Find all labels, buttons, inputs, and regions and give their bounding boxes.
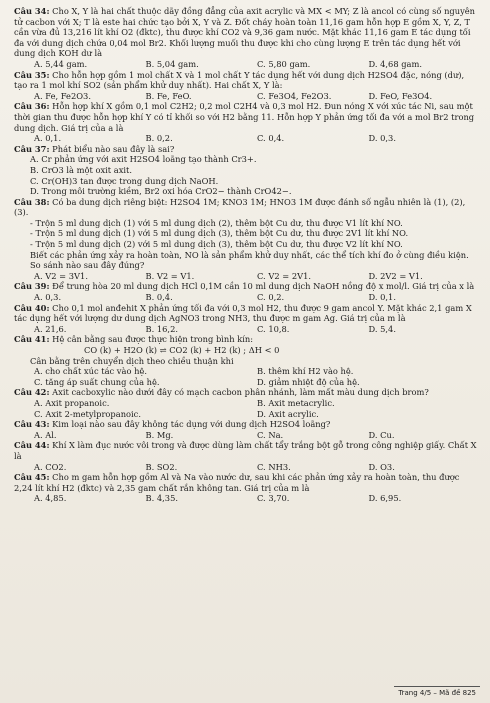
answer-option: A. CO2.	[34, 461, 67, 472]
question-text	[14, 440, 480, 461]
answer-option: B. Fe, FeO.	[145, 90, 192, 101]
question-block	[14, 70, 480, 102]
question-block	[14, 387, 480, 419]
question-stem: Axit cacboxylic nào dưới đây có mạch cacbon phân nhánh, làm mất màu dung dịch brom?	[52, 387, 429, 398]
answer-options	[14, 493, 480, 504]
question-number: Câu 39:	[14, 281, 50, 292]
question-block	[14, 281, 480, 302]
question-text	[14, 472, 480, 493]
question-stem: Cho 0,1 mol anđehit X phản ứng tối đa với 0,3 mol H2, thu được 9 gam ancol Y. Mặt khác 2,1 gam X tác dụng hết với lượng dư dung dịch AgNO3 trong NH3, thu được m gam Ag. Giá trị của m là	[14, 302, 472, 324]
answer-option: C. 10,8.	[257, 323, 290, 334]
question-block	[14, 6, 480, 70]
question-text	[14, 6, 480, 59]
question-block	[14, 440, 480, 472]
question-number: Câu 40:	[14, 302, 50, 313]
question-block	[14, 419, 480, 440]
answer-options	[14, 366, 480, 387]
answer-option: C. 0,4.	[257, 133, 285, 144]
answer-option: C. 5,80 gam.	[257, 58, 311, 69]
question-stem: Cho m gam hỗn hợp gồm Al và Na vào nước dư, sau khi các phản ứng xảy ra hoàn toàn, thu được 2,24 lít khí H2 (đktc) và 2,35 gam chất rắn không tan. Giá trị của m là	[14, 472, 460, 493]
answer-options	[14, 91, 480, 102]
question-text	[14, 303, 480, 324]
answer-option: D. 0,3.	[368, 133, 396, 144]
equilibrium-equation: CO (k) + H2O (k) ⇌ CO2 (k) + H2 (k) ; ΔH < 0	[84, 345, 280, 355]
question-text	[14, 419, 480, 430]
question-stem: Phát biểu nào sau đây là sai?	[52, 143, 175, 154]
answer-options	[14, 133, 480, 144]
question-text	[14, 334, 480, 345]
answer-option: C. NH3.	[257, 461, 291, 472]
question-stem: Để trung hòa 20 ml dung dịch HCl 0,1M cần 10 ml dung dịch NaOH nồng độ x mol/l. Giá trị của x là	[52, 281, 475, 292]
question-text	[14, 101, 480, 133]
question-text	[14, 144, 480, 155]
question-number: Câu 42:	[14, 387, 50, 398]
answer-option: A. 0,1.	[34, 133, 62, 144]
question-stem: Hỗn hợp khí X gồm 0,1 mol C2H2; 0,2 mol C2H4 và 0,3 mol H2. Đun nóng X với xúc tác Ni, sau một thời gian thu được hỗn hợp khí Y có tỉ khối so với H2 bằng 11. Hỗn hợp Y phản ứng tối đa với a mol Br2 trong dung dịch. Giá trị của a là	[14, 101, 475, 133]
answer-option: D. Cu.	[368, 429, 395, 440]
answer-option: A. V2 = 3V1.	[34, 270, 88, 281]
page-footer: Trang 4/5 – Mã đề 825	[394, 686, 480, 699]
answer-option: B. V2 = V1.	[145, 270, 195, 281]
answer-option: D. 4,68 gam.	[368, 58, 423, 69]
answer-option: D. FeO, Fe3O4.	[368, 90, 433, 101]
question-stem: Kim loại nào sau đây không tác dụng với dung dịch H2SO4 loãng?	[52, 419, 331, 430]
question-stem: Hệ cân bằng sau được thực hiện trong bình kín:	[52, 334, 254, 345]
answer-option: A. 4,85.	[34, 493, 67, 504]
answer-option: A. Fe, Fe2O3.	[34, 90, 91, 101]
answer-options	[14, 59, 480, 70]
answer-option: B. Axit metacrylic.	[257, 397, 335, 408]
question-text	[14, 70, 480, 91]
statement-line: - Trộn 5 ml dung dịch (1) với 5 ml dung dịch (2), thêm bột Cu dư, thu được V1 lít khí NO.	[30, 217, 403, 228]
question-number: Câu 38:	[14, 196, 50, 207]
statement-line: C. Cr(OH)3 tan được trong dung dịch NaOH.	[30, 175, 219, 186]
question-stem: Khí X làm đục nước vôi trong và được dùng làm chất tẩy trắng bột gỗ trong công nghiệp giấy. Chất X là	[14, 440, 477, 461]
statement-line: A. Cr phản ứng với axit H2SO4 loãng tạo thành Cr3+.	[30, 154, 257, 165]
answer-options	[14, 324, 480, 335]
question-number: Câu 41:	[14, 334, 50, 345]
question-number: Câu 36:	[14, 101, 50, 112]
statement-line: B. CrO3 là một oxit axit.	[30, 164, 133, 175]
answer-option: B. 0,4.	[145, 292, 173, 303]
answer-option: B. 5,04 gam.	[145, 58, 199, 69]
answer-option: D. 2V2 = V1.	[368, 270, 423, 281]
question-number: Câu 45:	[14, 472, 50, 483]
answer-option: A. 0,3.	[34, 292, 62, 303]
answer-option: C. Na.	[257, 429, 284, 440]
answer-option: D. O3.	[368, 461, 395, 472]
question-number: Câu 43:	[14, 419, 50, 430]
answer-option: A. 5,44 gam.	[34, 58, 88, 69]
question-followup: Cân bằng trên chuyển dịch theo chiều thuận khi	[30, 355, 234, 366]
answer-option: A. Al.	[34, 429, 57, 440]
answer-option: D. Axit acrylic.	[257, 408, 319, 419]
question-stem: Có ba dung dịch riêng biệt: H2SO4 1M; KNO3 1M; HNO3 1M được đánh số ngẫu nhiên là (1), (2), (3).	[14, 196, 466, 218]
question-number: Câu 37:	[14, 143, 50, 154]
question-stem: Cho X, Y là hai chất thuộc dãy đồng đẳng của axit acrylic và MX < MY; Z là ancol có cùng số nguyên tử cacbon với X; T là este hai chức tạo bởi X, Y và Z. Đốt cháy hoàn toàn 11,16 gam hỗn hợp E gồm X, Y, Z, T cần vừa đủ 13,216 lít khí O2 (đktc), thu được khí CO2 và 9,36 gam nước. Mặt khác 11,16 gam E tác dụng tối đa với dung dịch chứa 0,04 mol Br2. Khối lượng muối thu được khi cho cùng lượng E trên tác dụng hết với dung dịch KOH dư là	[14, 6, 476, 59]
answer-option: C. 3,70.	[257, 493, 290, 504]
answer-option: C. V2 = 2V1.	[257, 270, 312, 281]
question-block	[14, 472, 480, 504]
statement-line: - Trộn 5 ml dung dịch (1) với 5 ml dung dịch (3), thêm bột Cu dư, thu được 2V1 lít khí NO.	[30, 228, 409, 239]
answer-option: D. 0,1.	[368, 292, 396, 303]
question-text	[14, 197, 480, 218]
answer-option: C. Axit 2-metylpropanoic.	[34, 408, 141, 419]
question-followup: Biết các phản ứng xảy ra hoàn toàn, NO là sản phẩm khử duy nhất, các thể tích khí đo ở cùng điều kiện. So sánh nào sau đây đúng?	[30, 249, 469, 271]
statement-line: - Trộn 5 ml dung dịch (2) với 5 ml dung dịch (3), thêm bột Cu dư, thu được V2 lít khí NO.	[30, 239, 403, 250]
answer-option: B. thêm khí H2 vào hệ.	[257, 366, 354, 377]
answer-option: B. Mg.	[145, 429, 174, 440]
answer-option: D. giảm nhiệt độ của hệ.	[257, 376, 360, 387]
question-text	[14, 281, 480, 292]
answer-option: A. cho chất xúc tác vào hệ.	[34, 366, 147, 377]
statement-line: D. Trong môi trường kiềm, Br2 oxi hóa CrO2− thành CrO42−.	[30, 186, 292, 197]
question-list	[14, 6, 480, 504]
answer-options	[14, 430, 480, 441]
answer-option: A. Axit propanoic.	[34, 397, 110, 408]
answer-options	[14, 398, 480, 419]
question-block	[14, 144, 480, 197]
question-text	[14, 387, 480, 398]
question-block	[14, 101, 480, 143]
answer-options	[14, 271, 480, 282]
answer-option: C. Fe3O4, Fe2O3.	[257, 90, 332, 101]
question-block	[14, 334, 480, 387]
question-block	[14, 197, 480, 282]
question-block	[14, 303, 480, 335]
answer-option: B. SO2.	[145, 461, 178, 472]
question-number: Câu 35:	[14, 69, 50, 80]
answer-option: B. 0,2.	[145, 133, 173, 144]
answer-option: B. 16,2.	[145, 323, 178, 334]
answer-options	[14, 462, 480, 473]
question-number: Câu 34:	[14, 6, 50, 16]
answer-option: C. 0,2.	[257, 292, 285, 303]
answer-option: C. tăng áp suất chung của hệ.	[34, 376, 160, 387]
answer-option: D. 6,95.	[368, 493, 402, 504]
answer-options	[14, 292, 480, 303]
answer-option: B. 4,35.	[145, 493, 178, 504]
question-stem: Cho hỗn hợp gồm 1 mol chất X và 1 mol chất Y tác dụng hết với dung dịch H2SO4 đặc, nóng (dư), tạo ra 1 mol khí SO2 (sản phẩm khử duy nhất). Hai chất X, Y là:	[14, 69, 465, 91]
answer-option: D. 5,4.	[368, 323, 396, 334]
answer-option: A. 21,6.	[34, 323, 67, 334]
question-number: Câu 44:	[14, 440, 50, 451]
